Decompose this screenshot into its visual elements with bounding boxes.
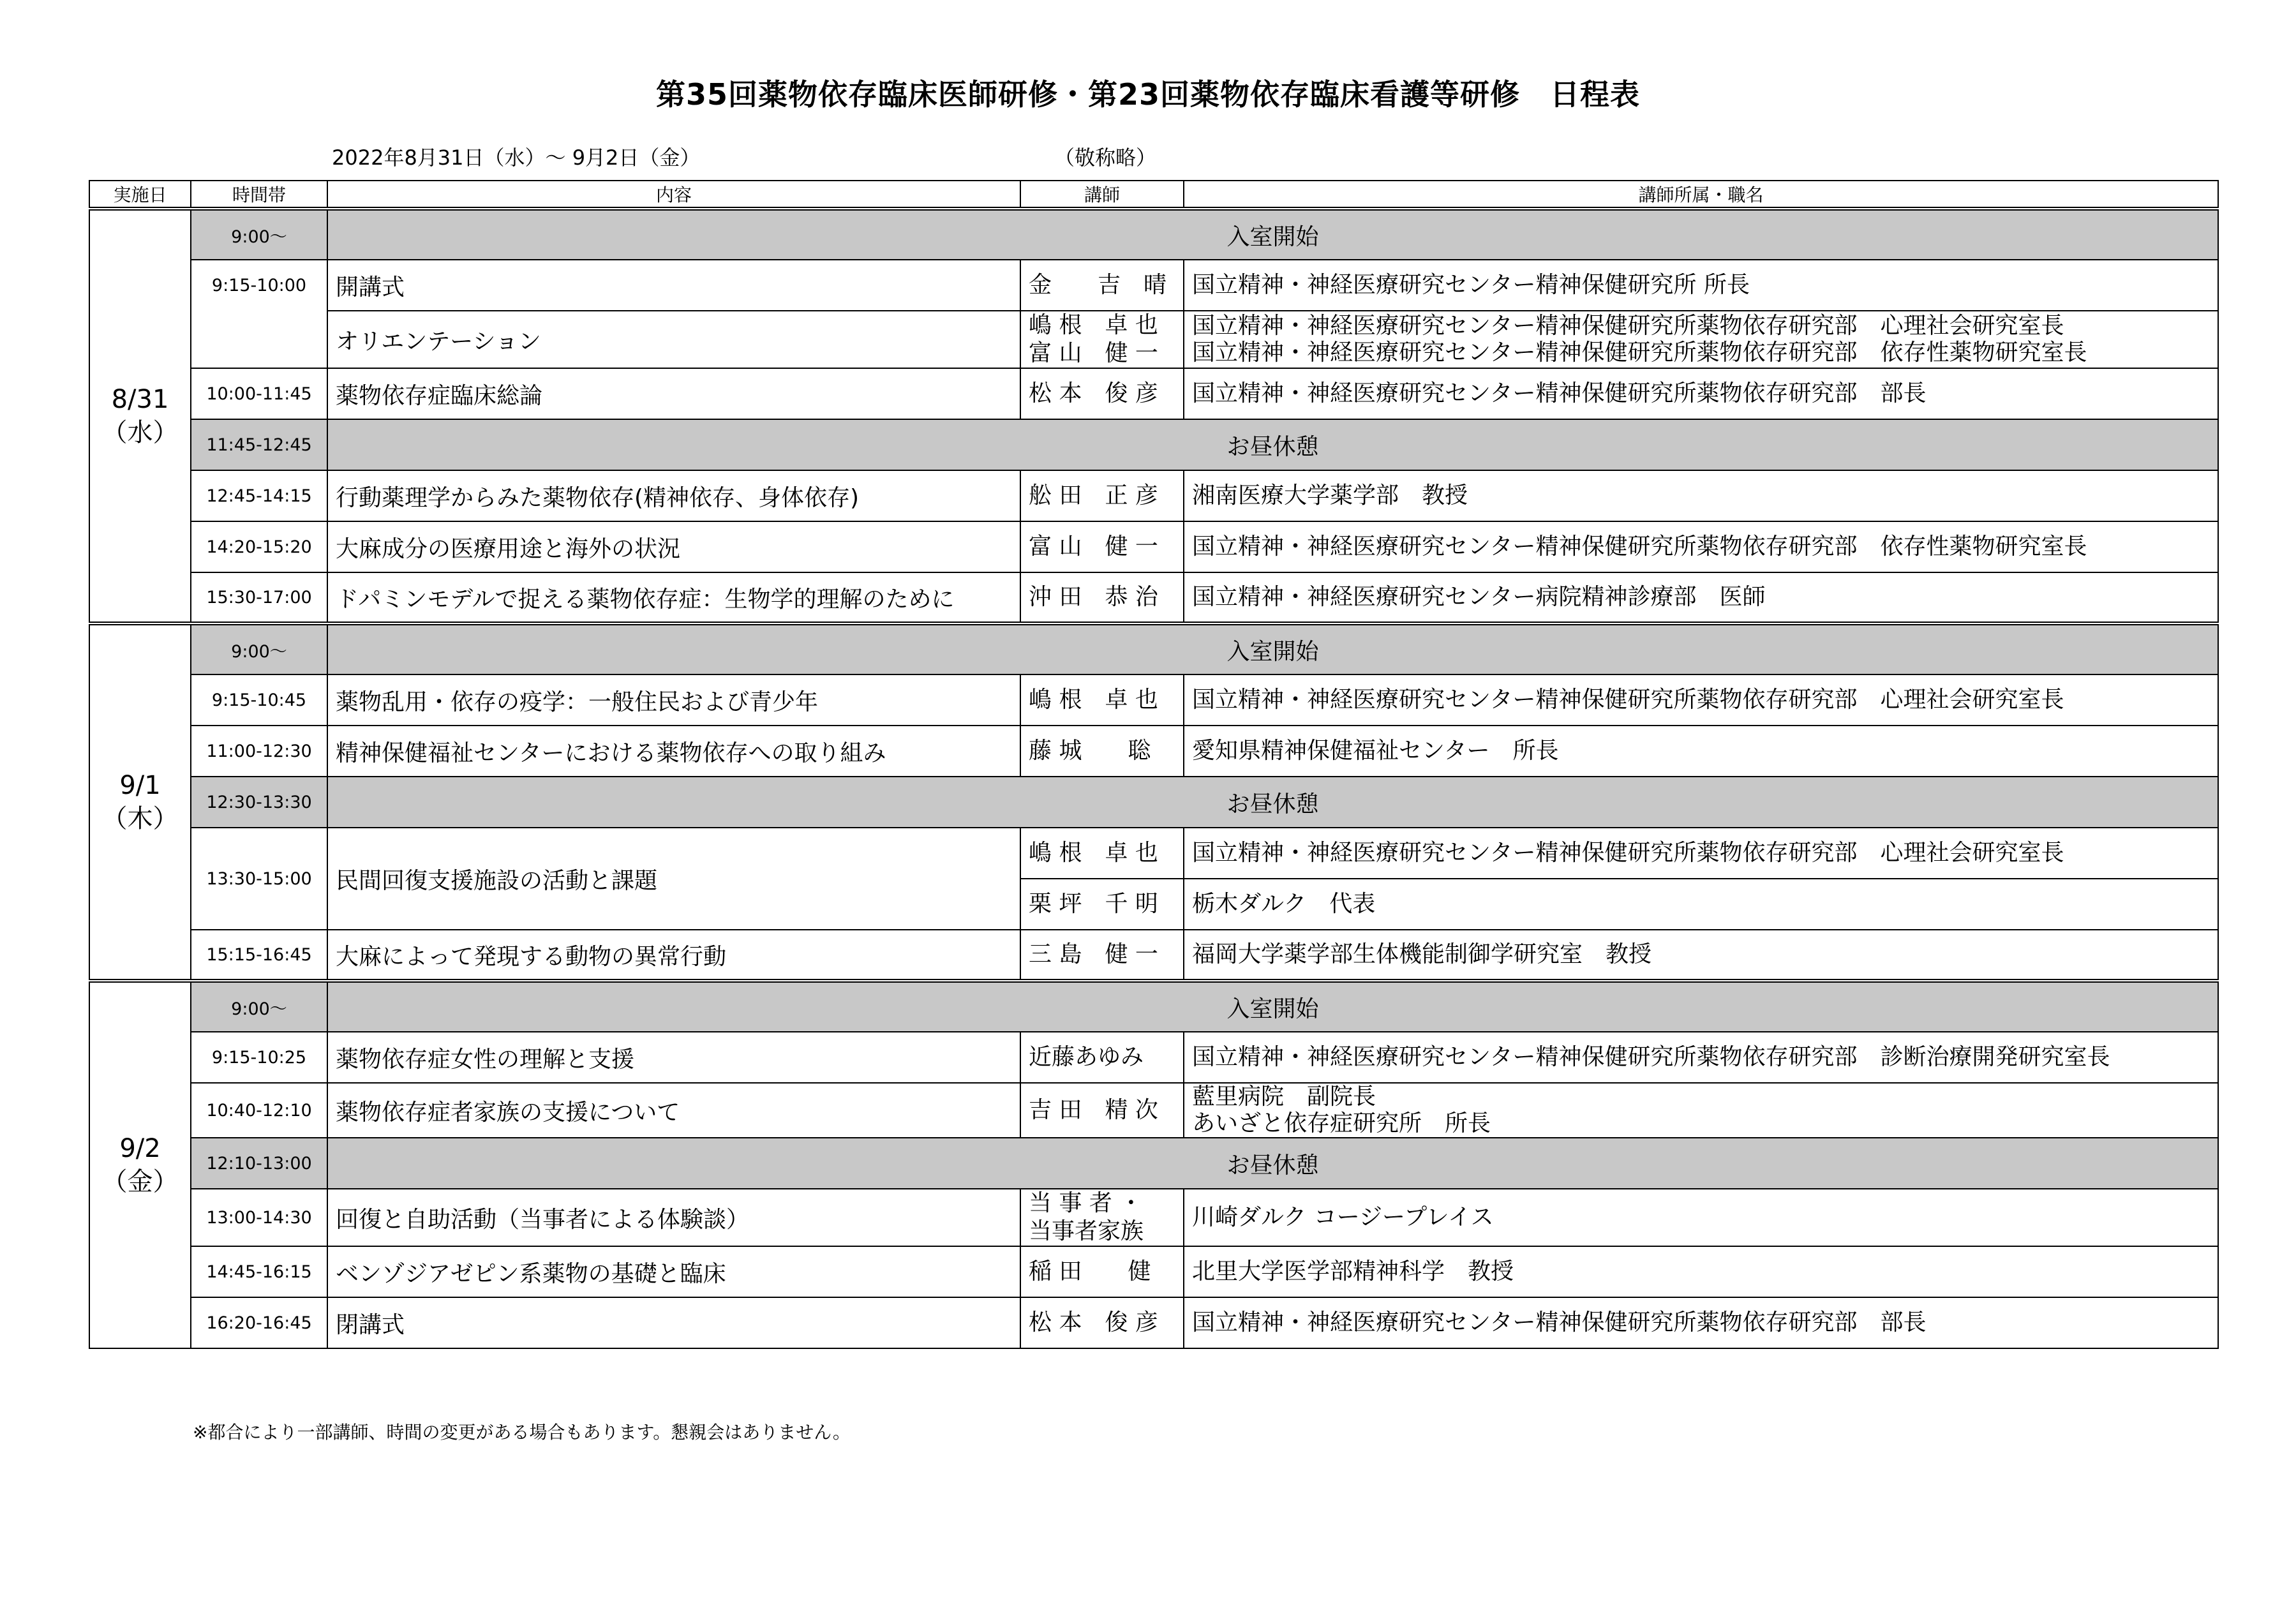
lecturer-cell: 近藤あゆみ	[1020, 1032, 1184, 1083]
day-date: 9/2	[119, 1134, 161, 1163]
content-cell: 精神保健福祉センターにおける薬物依存への取り組み	[327, 726, 1020, 777]
lecturer-cell: 金 吉 晴	[1020, 260, 1184, 311]
time-cell: 9:00～	[191, 623, 327, 674]
lecturer-cell: 沖 田 恭 治	[1020, 572, 1184, 623]
date-range: 2022年8月31日（水）～ 9月2日（金）	[332, 145, 701, 170]
band-cell: お昼休憩	[327, 1138, 2218, 1189]
lecturer-name: 当 事 者 ・	[1029, 1190, 1143, 1216]
table-row	[89, 1138, 2218, 1189]
table-row	[89, 572, 2218, 623]
affiliation-cell: 川崎ダルク コージープレイス	[1184, 1189, 2218, 1246]
content-cell: 閉講式	[327, 1297, 1020, 1348]
band-cell: 入室開始	[327, 209, 2218, 260]
time-cell: 16:20-16:45	[191, 1297, 327, 1348]
header-affiliation: 講師所属・職名	[1184, 181, 2218, 209]
time-cell: 12:30-13:30	[191, 777, 327, 828]
lecturer-cell: 嶋 根 卓 也	[1020, 828, 1184, 879]
table-row	[89, 1083, 2218, 1138]
affiliation-cell	[1184, 311, 2218, 368]
header-time: 時間帯	[191, 181, 327, 209]
lecturer-cell: 松 本 俊 彦	[1020, 368, 1184, 419]
lecturer-name: 当事者家族	[1029, 1218, 1144, 1244]
affiliation-cell: 湘南医療大学薬学部 教授	[1184, 470, 2218, 521]
time-cell: 13:00-14:30	[191, 1189, 327, 1246]
time-cell: 10:40-12:10	[191, 1083, 327, 1138]
honorific-note: （敬称略）	[1054, 145, 1157, 170]
table-row	[89, 674, 2218, 726]
header-row	[89, 181, 2218, 209]
header-lecturer: 講師	[1020, 181, 1184, 209]
table-row	[89, 1189, 2218, 1246]
affiliation-cell: 北里大学医学部精神科学 教授	[1184, 1246, 2218, 1297]
affiliation-cell	[1184, 1083, 2218, 1138]
day-weekday: （木）	[101, 804, 179, 833]
content-cell: 回復と自助活動（当事者による体験談）	[327, 1189, 1020, 1246]
lecturer-cell: 藤 城 聡	[1020, 726, 1184, 777]
table-row	[89, 1032, 2218, 1083]
lecturer-cell	[1020, 311, 1184, 368]
day-cell	[89, 623, 191, 981]
lecturer-cell: 稲 田 健	[1020, 1246, 1184, 1297]
lecturer-cell: 富 山 健 一	[1020, 521, 1184, 572]
lecturer-name: 嶋 根 卓 也	[1029, 312, 1158, 338]
content-cell: 薬物依存症者家族の支援について	[327, 1083, 1020, 1138]
affiliation-cell: 栃木ダルク 代表	[1184, 879, 2218, 930]
time-cell: 9:15-10:25	[191, 1032, 327, 1083]
lecturer-cell: 三 島 健 一	[1020, 930, 1184, 981]
table-row	[89, 368, 2218, 419]
table-row	[89, 1246, 2218, 1297]
day-weekday: （水）	[101, 418, 179, 447]
content-cell: 薬物乱用・依存の疫学：一般住民および青少年	[327, 674, 1020, 726]
day-weekday: （金）	[101, 1167, 179, 1196]
table-row	[89, 828, 2218, 879]
content-cell: 開講式	[327, 260, 1020, 311]
table-row	[89, 311, 2218, 368]
affiliation-cell: 国立精神・神経医療研究センター精神保健研究所薬物依存研究部 心理社会研究室長	[1184, 828, 2218, 879]
table-row	[89, 1297, 2218, 1348]
band-cell: お昼休憩	[327, 777, 2218, 828]
lecturer-cell: 栗 坪 千 明	[1020, 879, 1184, 930]
page-title: 第35回薬物依存臨床医師研修・第23回薬物依存臨床看護等研修 日程表	[655, 77, 1641, 112]
content-cell: 大麻によって発現する動物の異常行動	[327, 930, 1020, 981]
content-cell: ドパミンモデルで捉える薬物依存症：生物学的理解のために	[327, 572, 1020, 623]
day-date: 9/1	[119, 771, 161, 800]
band-cell: 入室開始	[327, 981, 2218, 1032]
content-cell: 薬物依存症女性の理解と支援	[327, 1032, 1020, 1083]
table-row	[89, 777, 2218, 828]
affiliation-line: あいざと依存症研究所 所長	[1192, 1110, 1491, 1136]
time-cell: 11:45-12:45	[191, 419, 327, 470]
table-row	[89, 521, 2218, 572]
day-date: 8/31	[111, 385, 169, 414]
schedule-table	[89, 180, 2219, 1349]
affiliation-line: 国立精神・神経医療研究センター精神保健研究所薬物依存研究部 心理社会研究室長	[1192, 313, 2064, 339]
day-cell	[89, 209, 191, 623]
time-cell: 14:45-16:15	[191, 1246, 327, 1297]
lecturer-cell: 吉 田 精 次	[1020, 1083, 1184, 1138]
day-cell	[89, 981, 191, 1348]
affiliation-cell: 国立精神・神経医療研究センター精神保健研究所薬物依存研究部 部長	[1184, 1297, 2218, 1348]
time-cell: 9:15-10:00	[191, 260, 327, 368]
content-cell: 民間回復支援施設の活動と課題	[327, 828, 1020, 930]
footnote: ※都合により一部講師、時間の変更がある場合もあります。懇親会はありません。	[193, 1422, 851, 1443]
affiliation-line: 藍里病院 副院長	[1192, 1084, 1376, 1110]
lecturer-cell: 舩 田 正 彦	[1020, 470, 1184, 521]
time-cell: 10:00-11:45	[191, 368, 327, 419]
table-row	[89, 419, 2218, 470]
lecturer-name: 富 山 健 一	[1029, 340, 1158, 366]
band-cell: 入室開始	[327, 623, 2218, 674]
time-cell: 12:10-13:00	[191, 1138, 327, 1189]
affiliation-cell: 福岡大学薬学部生体機能制御学研究室 教授	[1184, 930, 2218, 981]
band-cell: お昼休憩	[327, 419, 2218, 470]
table-row	[89, 623, 2218, 674]
table-row	[89, 726, 2218, 777]
affiliation-line: 国立精神・神経医療研究センター精神保健研究所薬物依存研究部 依存性薬物研究室長	[1192, 339, 2087, 366]
table-row	[89, 930, 2218, 981]
time-cell: 15:30-17:00	[191, 572, 327, 623]
affiliation-cell: 国立精神・神経医療研究センター精神保健研究所薬物依存研究部 診断治療開発研究室長	[1184, 1032, 2218, 1083]
lecturer-cell	[1020, 1189, 1184, 1246]
header-day: 実施日	[89, 181, 191, 209]
content-cell: オリエンテーション	[327, 311, 1020, 368]
time-cell: 9:00～	[191, 981, 327, 1032]
table-row	[89, 260, 2218, 311]
time-cell: 15:15-16:45	[191, 930, 327, 981]
lecturer-cell: 嶋 根 卓 也	[1020, 674, 1184, 726]
affiliation-cell: 国立精神・神経医療研究センター精神保健研究所薬物依存研究部 心理社会研究室長	[1184, 674, 2218, 726]
affiliation-cell: 愛知県精神保健福祉センター 所長	[1184, 726, 2218, 777]
content-cell: 行動薬理学からみた薬物依存(精神依存、身体依存)	[327, 470, 1020, 521]
table-row	[89, 209, 2218, 260]
affiliation-cell: 国立精神・神経医療研究センター精神保健研究所薬物依存研究部 依存性薬物研究室長	[1184, 521, 2218, 572]
affiliation-cell: 国立精神・神経医療研究センター精神保健研究所薬物依存研究部 部長	[1184, 368, 2218, 419]
content-cell: 大麻成分の医療用途と海外の状況	[327, 521, 1020, 572]
time-cell: 13:30-15:00	[191, 828, 327, 930]
content-cell: ベンゾジアゼピン系薬物の基礎と臨床	[327, 1246, 1020, 1297]
time-cell: 11:00-12:30	[191, 726, 327, 777]
content-cell: 薬物依存症臨床総論	[327, 368, 1020, 419]
lecturer-cell: 松 本 俊 彦	[1020, 1297, 1184, 1348]
time-cell: 12:45-14:15	[191, 470, 327, 521]
affiliation-cell: 国立精神・神経医療研究センター精神保健研究所 所長	[1184, 260, 2218, 311]
affiliation-cell: 国立精神・神経医療研究センター病院精神診療部 医師	[1184, 572, 2218, 623]
time-cell: 9:00～	[191, 209, 327, 260]
table-row	[89, 470, 2218, 521]
header-content: 内容	[327, 181, 1020, 209]
time-cell: 9:15-10:45	[191, 674, 327, 726]
time-cell: 14:20-15:20	[191, 521, 327, 572]
table-row	[89, 981, 2218, 1032]
